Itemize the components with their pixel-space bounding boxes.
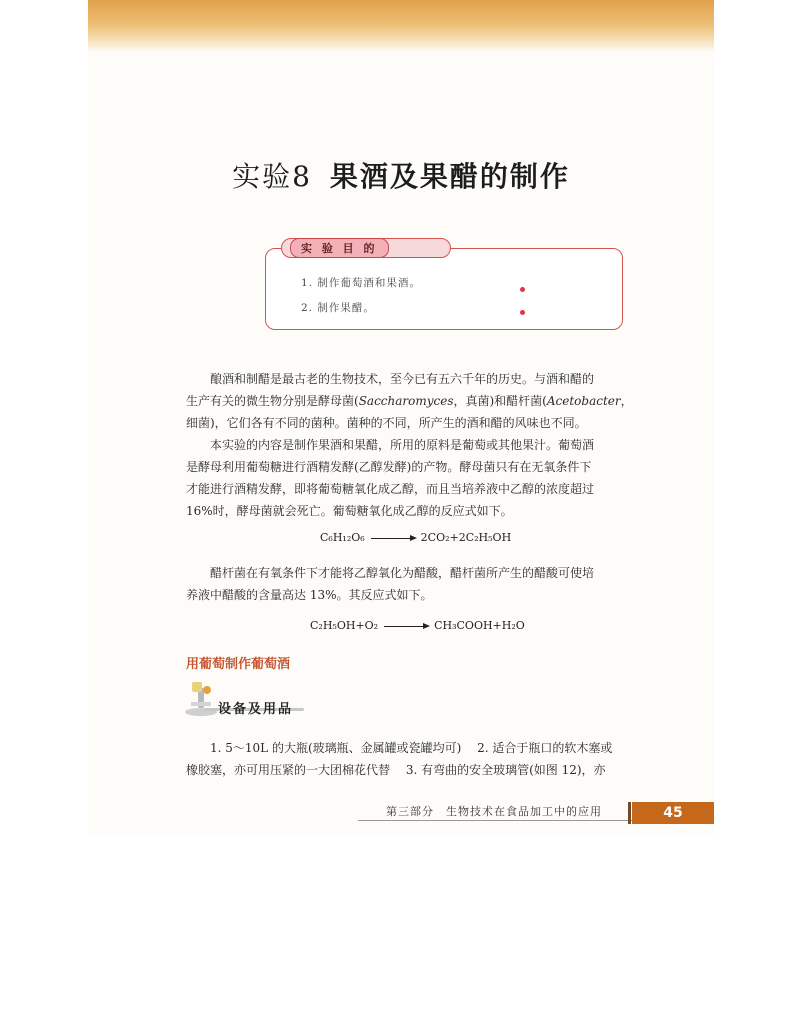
- equipment-list: 1. 5～10L 的大瓶(玻璃瓶、金属罐或瓷罐均可) 2. 适合于瓶口的软木塞或 橡胶塞，亦可用压紧的一大团棉花代替 3. 有弯曲的安全玻璃管(如图 12)，亦: [186, 741, 613, 777]
- section-heading: 用葡萄制作葡萄酒: [186, 657, 291, 672]
- page-title: [88, 155, 714, 195]
- header-band: [88, 0, 714, 52]
- microscope-icon: [181, 678, 221, 718]
- objectives-label-text: 实 验 目 的: [290, 238, 389, 258]
- bullet-dot-icon: [520, 287, 525, 292]
- intro-paragraph-1: 酿酒和制醋是最古老的生物技术，至今已有五六千年的历史。与酒和醋的 生产有关的微生物分别是酵母菌(Saccharomyces，真菌)和醋杆菌(Acetobacter， 细菌)，它们各有不同的菌种。菌种的不同，所产生的酒和醋的风味也不同。: [186, 372, 633, 430]
- equipment-heading: 设备及用品: [218, 702, 294, 717]
- objective-item: 1. 制作葡萄酒和果酒。: [301, 277, 421, 289]
- equation-acetic: C₂H₅OH+O₂ CH₃COOH+H₂O: [310, 619, 525, 632]
- intro-paragraph-2: 本实验的内容是制作果酒和果醋，所用的原料是葡萄或其他果汁。葡萄酒 是酵母利用葡萄糖进行酒精发酵(乙醇发酵)的产物。酵母菌只有在无氧条件下 才能进行酒精发酵，即将葡萄糖氧化成乙醇，而且当培养液中乙醇的浓度超过 16%时，酵母菌就会死亡。葡萄糖氧化成乙醇的反应式如下。: [186, 438, 595, 518]
- objectives-label: [281, 238, 451, 258]
- reaction-arrow-icon: [371, 538, 415, 539]
- page-number: 45: [632, 802, 714, 824]
- bullet-dot-icon: [520, 310, 525, 315]
- reaction-arrow-icon: [384, 626, 428, 627]
- equation-fermentation: C₆H₁₂O₆ 2CO₂+2C₂H₅OH: [320, 531, 512, 544]
- acetic-paragraph: 醋杆菌在有氧条件下才能将乙醇氧化为醋酸，醋杆菌所产生的醋酸可使培 养液中醋酸的含量高达 13%。其反应式如下。: [186, 566, 595, 602]
- footer-chapter: 第三部分 生物技术在食品加工中的应用: [386, 805, 602, 818]
- footer-divider: [358, 820, 640, 821]
- experiment-title: 果酒及果醋的制作: [329, 160, 570, 193]
- objective-item: 2. 制作果醋。: [301, 302, 375, 314]
- experiment-number: 实验8: [232, 160, 312, 193]
